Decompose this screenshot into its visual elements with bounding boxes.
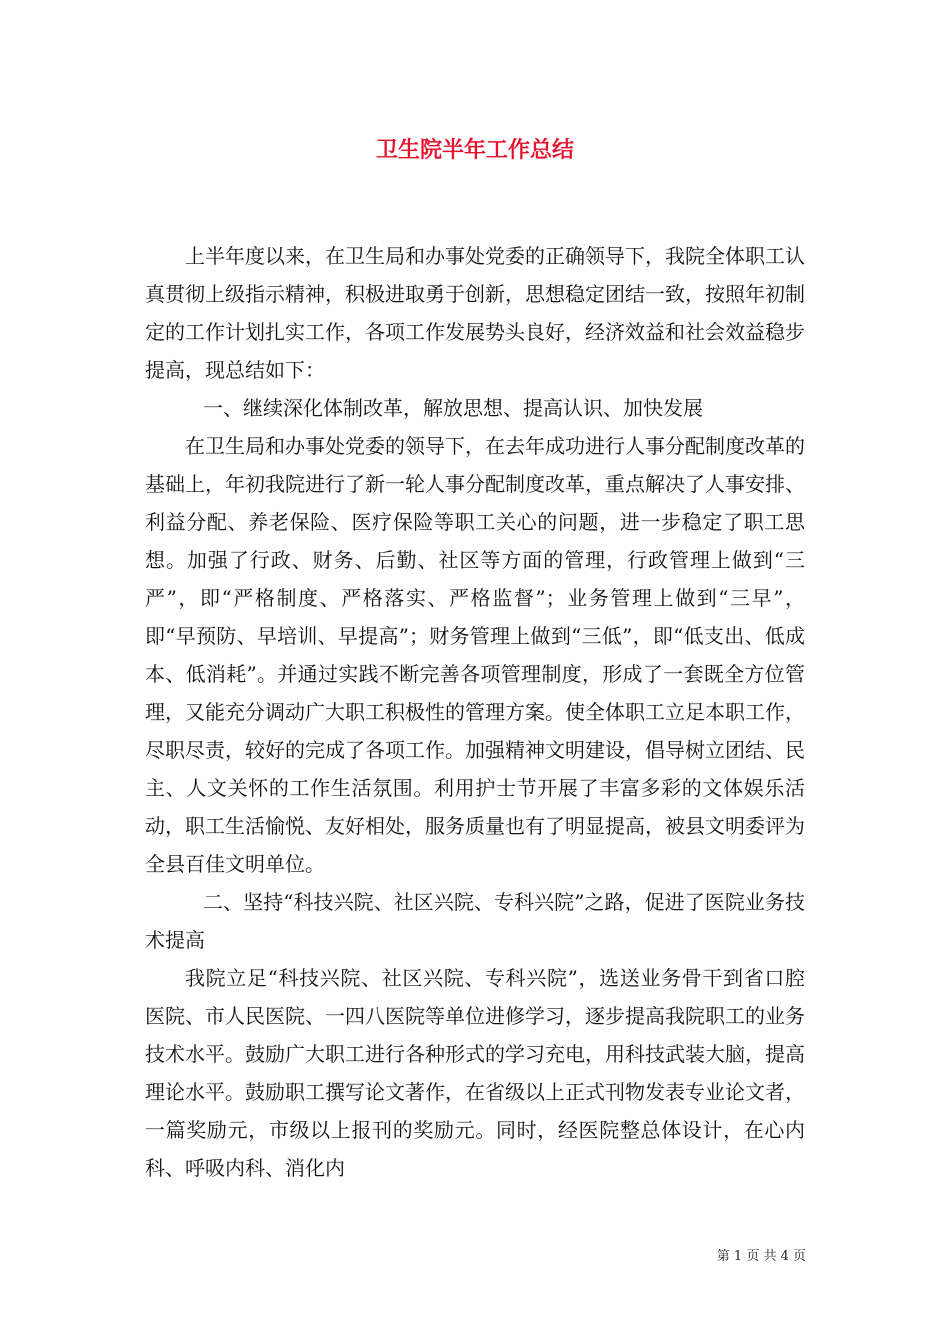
section-heading-2: 二、坚持“科技兴院、社区兴院、专科兴院”之路，促进了医院业务技术提高	[145, 890, 805, 952]
section-2-paragraph: 我院立足“科技兴院、社区兴院、专科兴院”，选送业务骨干到省口腔医院、市人民医院、一四八医院等单位进修学习，逐步提高我院职工的业务技术水平。鼓励广大职工进行各种形式的学习充电，用科技武装大脑，提高理论水平。鼓励职工撰写论文著作，在省级以上正式刊物发表专业论文者，一篇奖励元，市级以上报刊的奖励元。同时，经医院整总体设计，在心内科、呼吸内科、消化内	[145, 966, 805, 1180]
intro-paragraph: 上半年度以来，在卫生局和办事处党委的正确领导下，我院全体职工认真贯彻上级指示精神，积极进取勇于创新，思想稳定团结一致，按照年初制定的工作计划扎实工作，各项工作发展势头良好，经济效益和社会效益稳步提高，现总结如下：	[145, 244, 805, 382]
page-number-footer: 第 1 页 共 4 页	[716, 1249, 806, 1264]
document-title: 卫生院半年工作总结	[375, 137, 574, 163]
section-1-paragraph: 在卫生局和办事处党委的领导下，在去年成功进行人事分配制度改革的基础上，年初我院进行了新一轮人事分配制度改革，重点解决了人事安排、利益分配、养老保险、医疗保险等职工关心的问题，进一步稳定了职工思想。加强了行政、财务、后勤、社区等方面的管理，行政管理上做到“三严”，即“严格制度、严格落实、严格监督”；业务管理上做到“三早”，即“早预防、早培训、早提高”；财务管理上做到“三低”，即“低支出、低成本、低消耗”。并通过实践不断完善各项管理制度，形成了一套既全方位管理，又能充分调动广大职工积极性的管理方案。使全体职工立足本职工作，尽职尽责，较好的完成了各项工作。加强精神文明建设，倡导树立团结、民主、人文关怀的工作生活氛围。利用护士节开展了丰富多彩的文体娱乐活动，职工生活愉悦、友好相处，服务质量也有了明显提高，被县文明委评为全县百佳文明单位。	[145, 434, 805, 876]
section-heading-1: 一、继续深化体制改革，解放思想、提高认识、加快发展	[203, 396, 703, 420]
document-body	[145, 237, 805, 1187]
